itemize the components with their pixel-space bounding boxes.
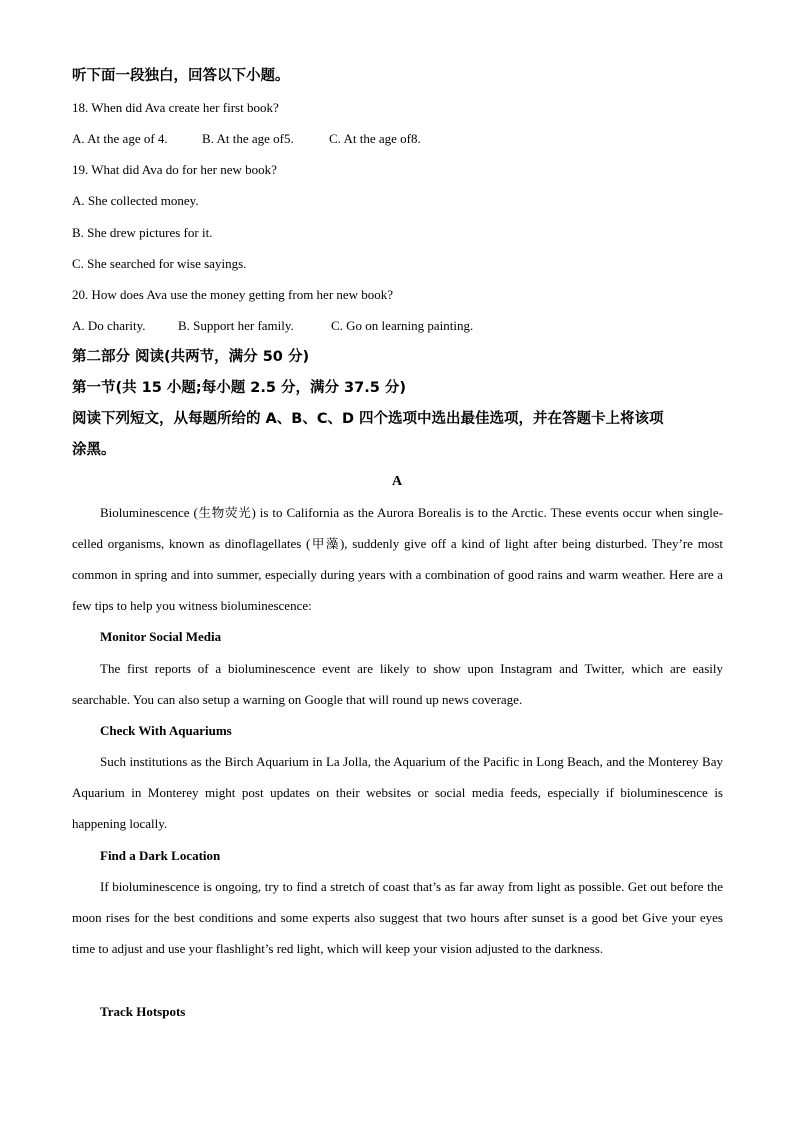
option-a: A. Do charity. <box>72 318 146 333</box>
passage-letter: A <box>391 474 403 489</box>
question-19-option-a: A. She collected money. <box>72 193 199 208</box>
option-c: C. At the age of8. <box>329 131 421 146</box>
reading-instruction-line2: 涂黑。 <box>72 442 116 458</box>
part-title: 第二部分 阅读(共两节，满分 50 分) <box>72 349 310 365</box>
intro-text-2: ) is to California as the Aurora Borealis is to the Arctic. These events occur when single-celled organisms, known as dinoflagellates ( <box>72 505 723 551</box>
paragraph-aquariums-text: Such institutions as the Birch Aquarium in La Jolla, the Aquarium of the Pacific in Long Beach, and the Monterey Bay Aquarium in Monterey might post updates on their websites or social media feeds, especially if bioluminescence is happening locally. <box>72 754 723 831</box>
heading-track-hotspots: Track Hotspots <box>100 1004 186 1019</box>
paragraph-social-media <box>72 653 723 715</box>
intro-text-1: Bioluminescence ( <box>100 505 198 520</box>
intro-text-3: ), suddenly give off a kind of light after being disturbed. They’re most common in spring and into summer, especially during years with a combination of good rains and warm weather. Here are a few tips to help you witness bioluminescence: <box>72 536 723 613</box>
heading-monitor-social-media: Monitor Social Media <box>100 629 222 644</box>
question-19-option-b: B. She drew pictures for it. <box>72 225 213 240</box>
question-19: 19. What did Ava do for her new book? <box>72 162 277 177</box>
intro-cn-term-1: 生物荧光 <box>197 505 252 520</box>
option-b: B. At the age of5. <box>202 131 294 146</box>
intro-cn-term-2: 甲藻 <box>310 536 340 551</box>
question-19-option-c: C. She searched for wise sayings. <box>72 256 247 271</box>
paragraph-dark-location-text: If bioluminescence is ongoing, try to find a stretch of coast that’s as far away from light as possible. Get out before the moon rises for the best conditions and some experts also suggest that two hours after sunset is a good bet Give your eyes time to adjust and use your flashlight’s red light, which will keep your vision adjusted to the darkness. <box>72 879 723 956</box>
question-18-options <box>72 131 421 147</box>
heading-check-aquariums: Check With Aquariums <box>100 723 232 738</box>
section-title: 第一节(共 15 小题;每小题 2.5 分，满分 37.5 分) <box>72 380 406 396</box>
reading-instruction-line1: 阅读下列短文，从每题所给的 A、B、C、D 四个选项中选出最佳选项，并在答题卡上将该项 <box>72 411 664 427</box>
option-a: A. At the age of 4. <box>72 131 168 146</box>
question-20-options <box>72 318 473 334</box>
listening-instruction: 听下面一段独白，回答以下小题。 <box>72 68 290 84</box>
paragraph-dark-location <box>72 871 723 964</box>
option-c: C. Go on learning painting. <box>331 318 474 333</box>
question-18: 18. When did Ava create her first book? <box>72 100 279 115</box>
heading-dark-location: Find a Dark Location <box>100 848 221 863</box>
intro-paragraph <box>72 497 723 621</box>
option-b: B. Support her family. <box>178 318 294 333</box>
question-20: 20. How does Ava use the money getting from her new book? <box>72 287 394 302</box>
paragraph-social-media-text: The first reports of a bioluminescence event are likely to show upon Instagram and Twitter, which are easily searchable. You can also setup a warning on Google that will round up news coverage. <box>72 661 723 707</box>
paragraph-aquariums <box>72 746 723 839</box>
